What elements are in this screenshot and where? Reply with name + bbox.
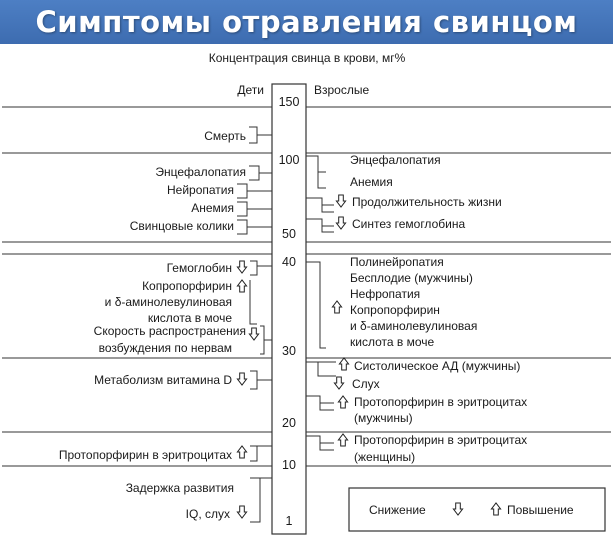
scale-label: 50: [282, 227, 296, 241]
child-symptom: и δ-аминолевулиновая: [104, 295, 232, 309]
adult-symptom: Слух: [352, 377, 380, 391]
page-title: Симптомы отравления свинцом: [35, 5, 578, 39]
axis-title: Концентрация свинца в крови, мг%: [208, 51, 406, 65]
scale-label: 20: [282, 416, 296, 430]
adult-symptom: и δ-аминолевулиновая: [350, 319, 478, 333]
adult-symptom: Синтез гемоглобина: [352, 217, 466, 231]
adult-symptom: (мужчины): [354, 411, 413, 425]
child-symptom: Смерть: [204, 129, 246, 143]
adult-symptom: Анемия: [350, 175, 393, 189]
legend-decrease-label: Снижение: [369, 503, 426, 517]
legend-increase-label: Повышение: [507, 503, 574, 517]
adult-symptom: Протопорфирин в эритроцитах: [354, 395, 528, 409]
adult-symptom: кислота в моче: [350, 335, 435, 349]
adult-symptom: Энцефалопатия: [350, 153, 441, 167]
adult-symptom: Бесплодие (мужчины): [350, 271, 473, 285]
children-header: Дети: [237, 83, 264, 97]
child-symptom: Энцефалопатия: [155, 165, 246, 179]
children-symptoms: [59, 127, 272, 522]
adult-symptom: Нефропатия: [350, 287, 421, 301]
scale-label: 40: [282, 255, 296, 269]
scale-label: 10: [282, 458, 296, 472]
adult-symptom: Полинейропатия: [350, 255, 444, 269]
adult-symptom: Протопорфирин в эритроцитах: [354, 433, 528, 447]
adult-symptom: Систолическое АД (мужчины): [354, 359, 521, 373]
adults-header: Взрослые: [314, 83, 370, 97]
child-symptom: Скорость распространения: [93, 324, 246, 338]
scale-label: 30: [282, 344, 296, 358]
child-symptom: Задержка развития: [125, 481, 234, 495]
child-symptom: кислота в моче: [147, 311, 232, 325]
child-symptom: возбуждения по нервам: [98, 341, 232, 355]
child-symptom: Свинцовые колики: [129, 219, 234, 233]
child-symptom: Гемоглобин: [166, 261, 232, 275]
scale-label: 1: [285, 514, 293, 528]
scale-label: 150: [278, 95, 300, 109]
adult-symptom: (женщины): [354, 450, 416, 464]
child-symptom: Копропорфирин: [142, 279, 232, 293]
adult-symptom: Продолжительность жизни: [352, 195, 502, 209]
adult-symptoms: [306, 153, 527, 464]
adult-symptom: Копропорфирин: [350, 303, 440, 317]
child-symptom: Нейропатия: [167, 183, 234, 197]
child-symptom: Протопорфирин в эритроцитах: [58, 448, 232, 462]
legend: [349, 488, 605, 531]
child-symptom: Анемия: [191, 201, 234, 215]
scale-label: 100: [278, 153, 300, 167]
child-symptom: IQ, слух: [185, 507, 230, 521]
child-symptom: Метаболизм витамина D: [94, 373, 232, 387]
